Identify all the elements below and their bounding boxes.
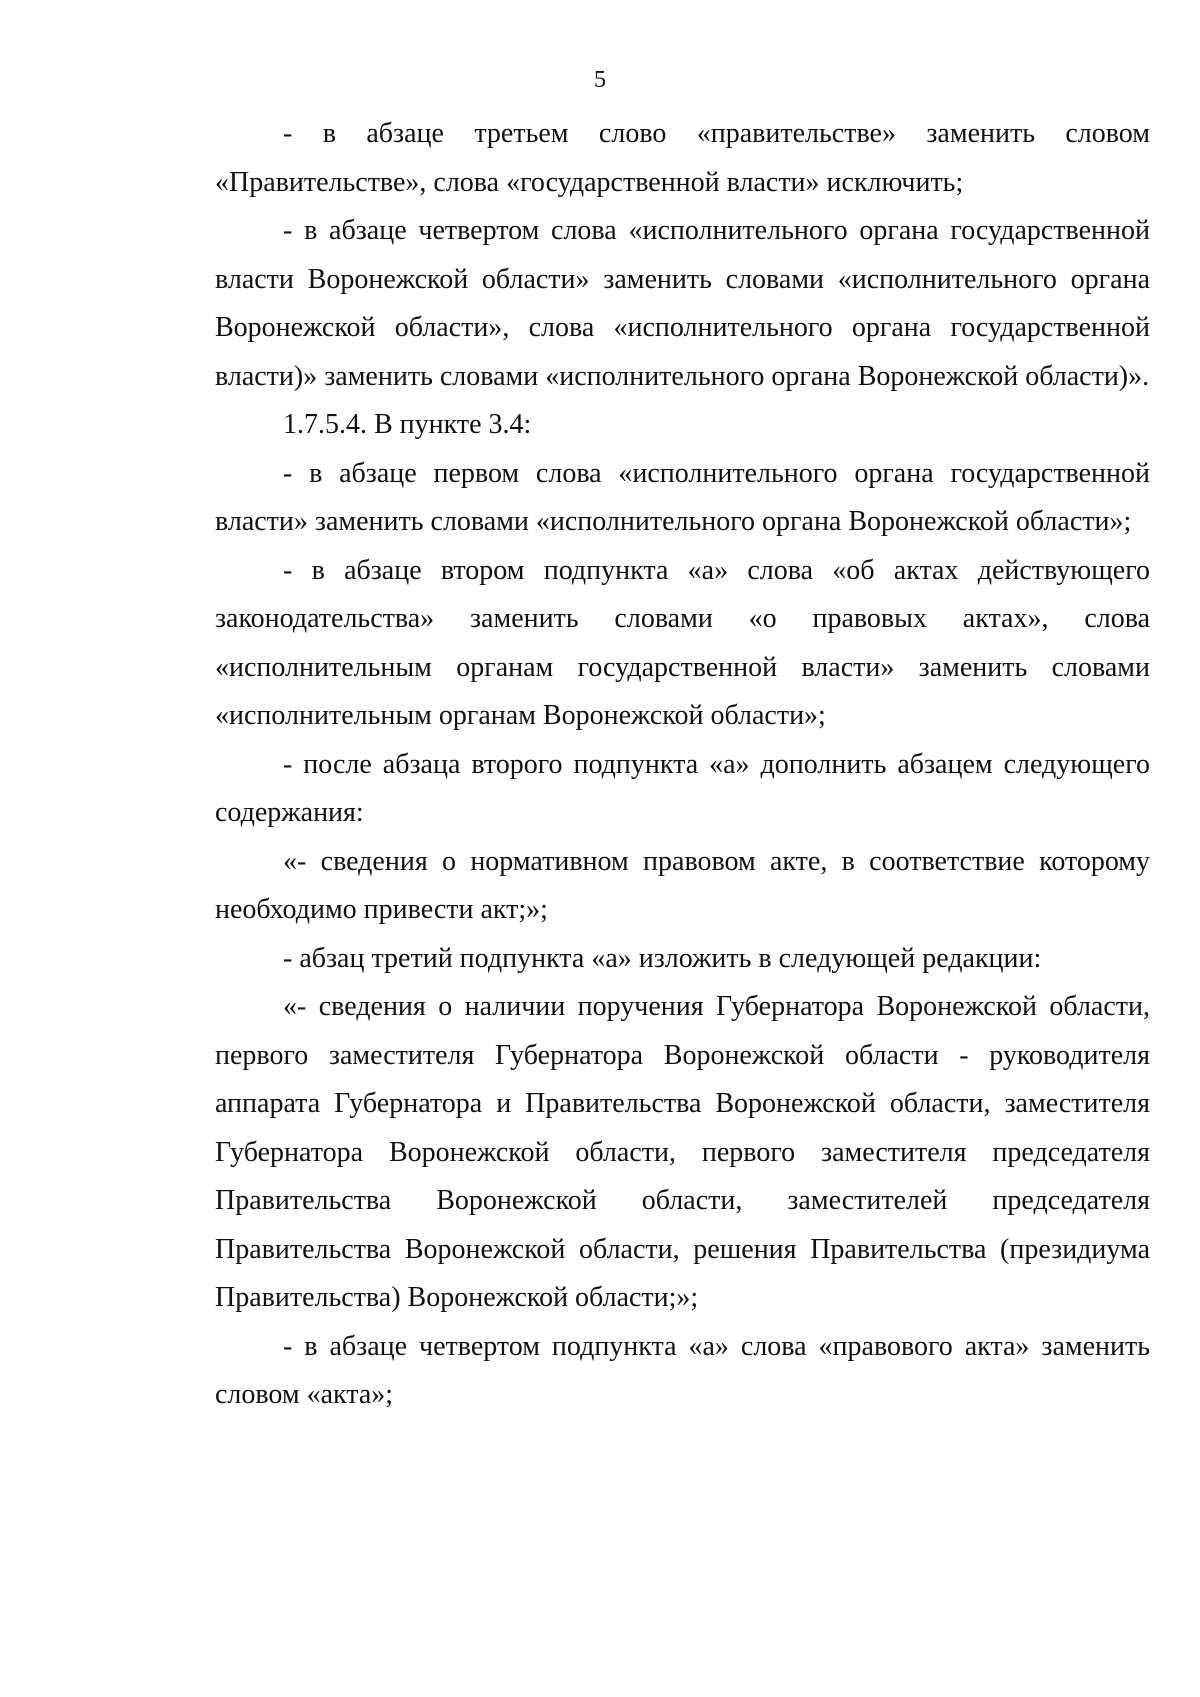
- paragraph-4: - в абзаце первом слова «исполнительного органа государственной власти» заменить словами «исполнительного органа Воронежской области»;: [215, 457, 1150, 537]
- paragraph-7: «- сведения о нормативном правовом акте, в соответствие которому необходимо привести акт;»;: [215, 845, 1150, 925]
- document-body: [215, 110, 1150, 1420]
- paragraph-1: - в абзаце третьем слово «правительстве» заменить словом «Правительстве», слова «государственной власти» исключить;: [215, 118, 1150, 198]
- paragraph-3: 1.7.5.4. В пункте 3.4:: [283, 409, 532, 440]
- paragraph-10: - в абзаце четвертом подпункта «а» слова «правового акта» заменить словом «акта»;: [215, 1330, 1150, 1410]
- paragraph-6: - после абзаца второго подпункта «а» дополнить абзацем следующего содержания:: [215, 748, 1150, 828]
- paragraph-2: - в абзаце четвертом слова «исполнительного органа государственной власти Воронежской области» заменить словами «исполнительного органа Воронежской области», слова «исполнительного органа государственной власти)» заменить словами «исполнительного органа Воронежской области)».: [215, 215, 1150, 392]
- paragraph-8: - абзац третий подпункта «а» изложить в следующей редакции:: [283, 942, 1042, 974]
- paragraph-9: «- сведения о наличии поручения Губернатора Воронежской области, первого заместителя Губернатора Воронежской области - руководителя аппарата Губернатора и Правительства Воронежской области, заместителя Губернатора Воронежской области, первого заместителя председателя Правительства Воронежской области, заместителей председателя Правительства Воронежской области, решения Правительства (президиума Правительства) Воронежской области;»;: [215, 991, 1150, 1313]
- page-number: 5: [594, 67, 606, 93]
- paragraph-5: - в абзаце втором подпункта «а» слова «об актах действующего законодательства» заменить словами «о правовых актах», слова «исполнительным органам государственной власти» заменить словами «исполнительным органам Воронежской области»;: [215, 554, 1150, 731]
